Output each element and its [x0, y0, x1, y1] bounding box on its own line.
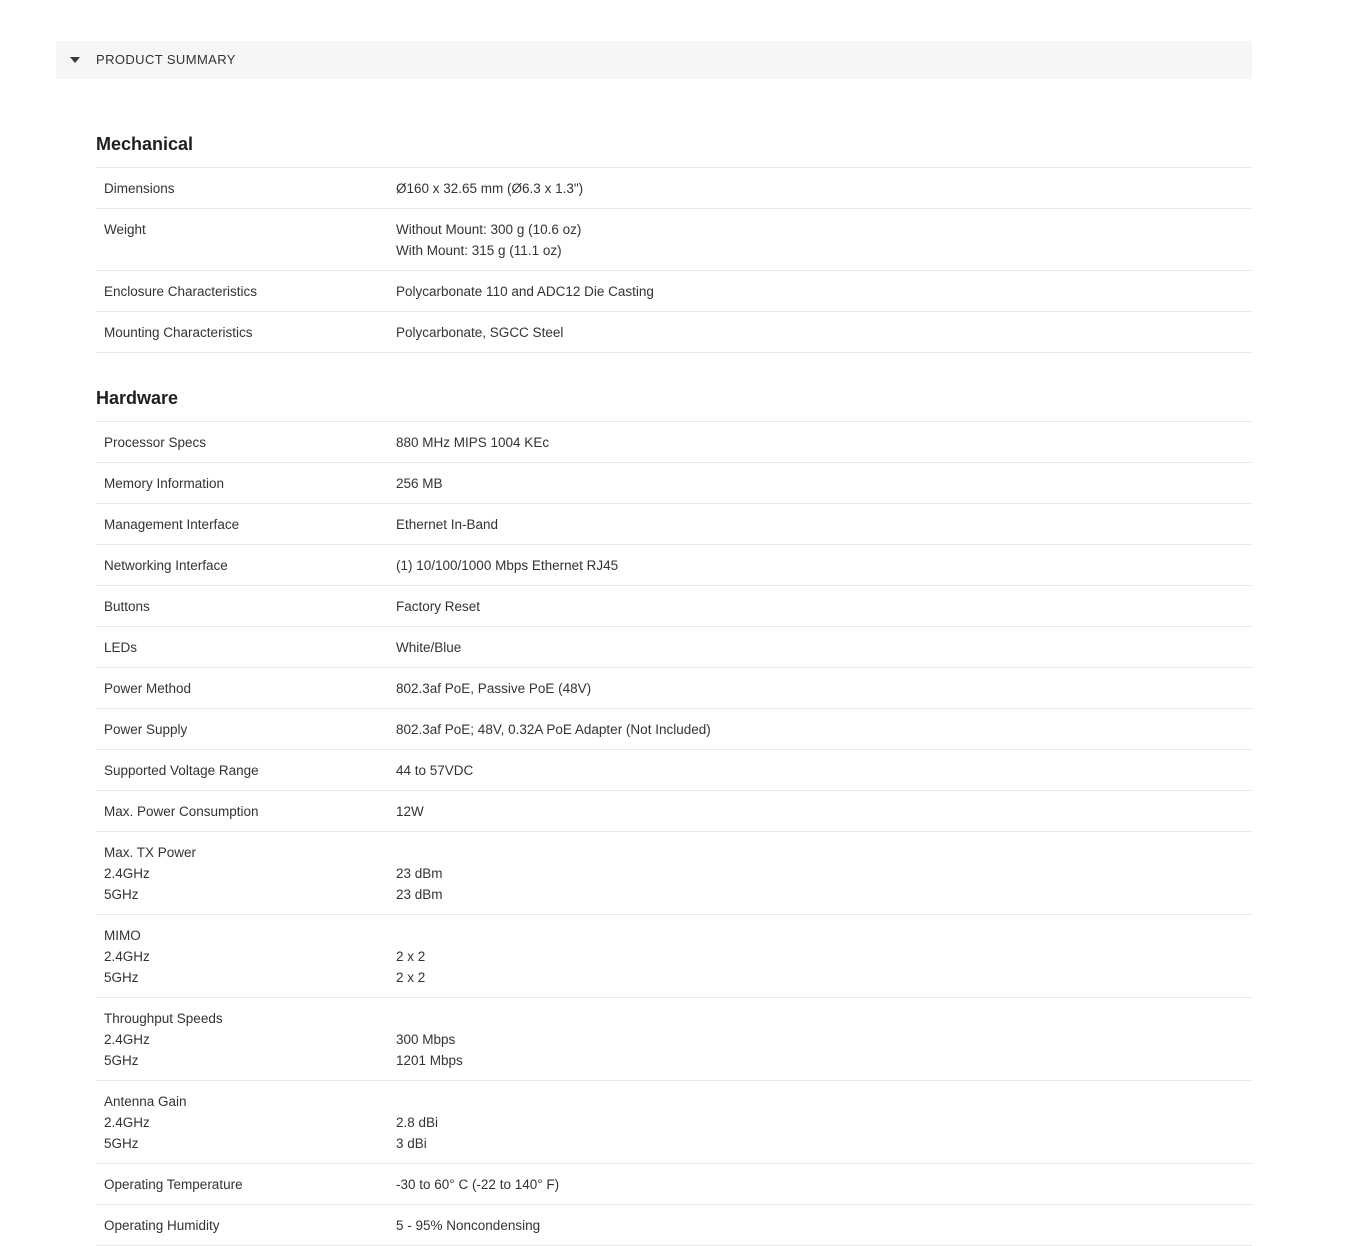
spec-label: Operating Humidity	[104, 1218, 220, 1233]
spec-label: Dimensions	[104, 181, 175, 196]
spec-band-value: 2 x 2	[396, 949, 426, 964]
spec-value: Factory Reset	[396, 599, 481, 614]
spec-band-label: 5GHz	[104, 887, 139, 902]
spec-row-mounting	[96, 312, 1252, 353]
spec-label-main: Antenna Gain	[104, 1094, 187, 1109]
spec-row-throughput	[96, 998, 1252, 1081]
spec-label: Processor Specs	[104, 435, 207, 450]
spec-label: LEDs	[104, 640, 138, 655]
spec-label: Max. Power Consumption	[104, 804, 259, 819]
spec-value: 802.3af PoE; 48V, 0.32A PoE Adapter (Not Included)	[396, 722, 711, 737]
spec-value: (1) 10/100/1000 Mbps Ethernet RJ45	[396, 558, 619, 573]
spec-label: Supported Voltage Range	[104, 763, 259, 778]
product-summary-toggle[interactable]	[56, 41, 1252, 79]
spec-value: 256 MB	[396, 476, 443, 491]
spec-value	[396, 1091, 1252, 1154]
spec-label	[96, 925, 396, 988]
spec-label: Management Interface	[104, 517, 240, 532]
spec-row-power-supply	[96, 709, 1252, 750]
spec-band-value: 2.8 dBi	[396, 1115, 439, 1130]
hardware-title: Hardware	[96, 385, 1252, 422]
spec-value: 880 MHz MIPS 1004 KEc	[396, 435, 550, 450]
spec-value: 12W	[396, 804, 424, 819]
spec-band-value: 23 dBm	[396, 887, 443, 902]
spec-row-management	[96, 504, 1252, 545]
spec-label: Power Method	[104, 681, 192, 696]
spec-value: White/Blue	[396, 640, 462, 655]
spec-value	[396, 925, 1252, 988]
spec-value: Ethernet In-Band	[396, 517, 499, 532]
spec-band-label: 2.4GHz	[104, 866, 150, 881]
spec-value	[396, 842, 1252, 905]
spec-band-label: 2.4GHz	[104, 949, 150, 964]
spec-value: Ø160 x 32.65 mm (Ø6.3 x 1.3")	[396, 181, 584, 196]
product-summary-label: PRODUCT SUMMARY	[96, 52, 236, 67]
spec-label: Mounting Characteristics	[104, 325, 253, 340]
spec-label-main: Throughput Speeds	[104, 1011, 223, 1026]
spec-value: -30 to 60° C (-22 to 140° F)	[396, 1177, 560, 1192]
spec-label: Enclosure Characteristics	[104, 284, 258, 299]
spec-label: Networking Interface	[104, 558, 228, 573]
caret-down-icon	[70, 57, 80, 63]
spec-band-label: 5GHz	[104, 1136, 139, 1151]
spec-value: 44 to 57VDC	[396, 763, 474, 778]
spec-label	[96, 1008, 396, 1071]
spec-value: Polycarbonate 110 and ADC12 Die Casting	[396, 284, 654, 299]
spec-band-label: 5GHz	[104, 970, 139, 985]
spec-row-buttons	[96, 586, 1252, 627]
spec-label: Operating Temperature	[104, 1177, 243, 1192]
spec-row-networking	[96, 545, 1252, 586]
spec-band-value: 3 dBi	[396, 1136, 427, 1151]
spec-row-processor	[96, 422, 1252, 463]
spec-value	[396, 219, 1252, 261]
spec-row-enclosure	[96, 271, 1252, 312]
spec-band-value: 2 x 2	[396, 970, 426, 985]
spec-label	[96, 1091, 396, 1154]
spec-band-label: 2.4GHz	[104, 1032, 150, 1047]
spec-label: Buttons	[104, 599, 150, 614]
spec-value	[396, 1008, 1252, 1071]
spec-band-value: 1201 Mbps	[396, 1053, 463, 1068]
spec-band-value: 23 dBm	[396, 866, 443, 881]
spec-row-mimo	[96, 915, 1252, 998]
spec-row-operating-temperature	[96, 1164, 1252, 1205]
spec-row-dimensions	[96, 168, 1252, 209]
spec-label	[96, 842, 396, 905]
mechanical-section	[96, 131, 1252, 353]
spec-value-line: With Mount: 315 g (11.1 oz)	[396, 243, 562, 258]
spec-label: Memory Information	[104, 476, 225, 491]
spec-value-line: Without Mount: 300 g (10.6 oz)	[396, 222, 582, 237]
hardware-section	[96, 385, 1252, 1246]
spec-row-operating-humidity	[96, 1205, 1252, 1246]
spec-row-power-consumption	[96, 791, 1252, 832]
mechanical-title: Mechanical	[96, 131, 1252, 168]
spec-band-label: 2.4GHz	[104, 1115, 150, 1130]
spec-value: Polycarbonate, SGCC Steel	[396, 325, 564, 340]
spec-row-tx-power	[96, 832, 1252, 915]
spec-value: 5 - 95% Noncondensing	[396, 1218, 541, 1233]
spec-label-main: Max. TX Power	[104, 845, 197, 860]
spec-row-memory	[96, 463, 1252, 504]
spec-value: 802.3af PoE, Passive PoE (48V)	[396, 681, 592, 696]
spec-row-voltage-range	[96, 750, 1252, 791]
spec-band-value: 300 Mbps	[396, 1032, 456, 1047]
spec-row-power-method	[96, 668, 1252, 709]
spec-label-main: MIMO	[104, 928, 141, 943]
spec-label: Weight	[104, 222, 146, 237]
spec-row-weight	[96, 209, 1252, 271]
spec-row-antenna-gain	[96, 1081, 1252, 1164]
spec-row-leds	[96, 627, 1252, 668]
spec-band-label: 5GHz	[104, 1053, 139, 1068]
spec-label: Power Supply	[104, 722, 188, 737]
